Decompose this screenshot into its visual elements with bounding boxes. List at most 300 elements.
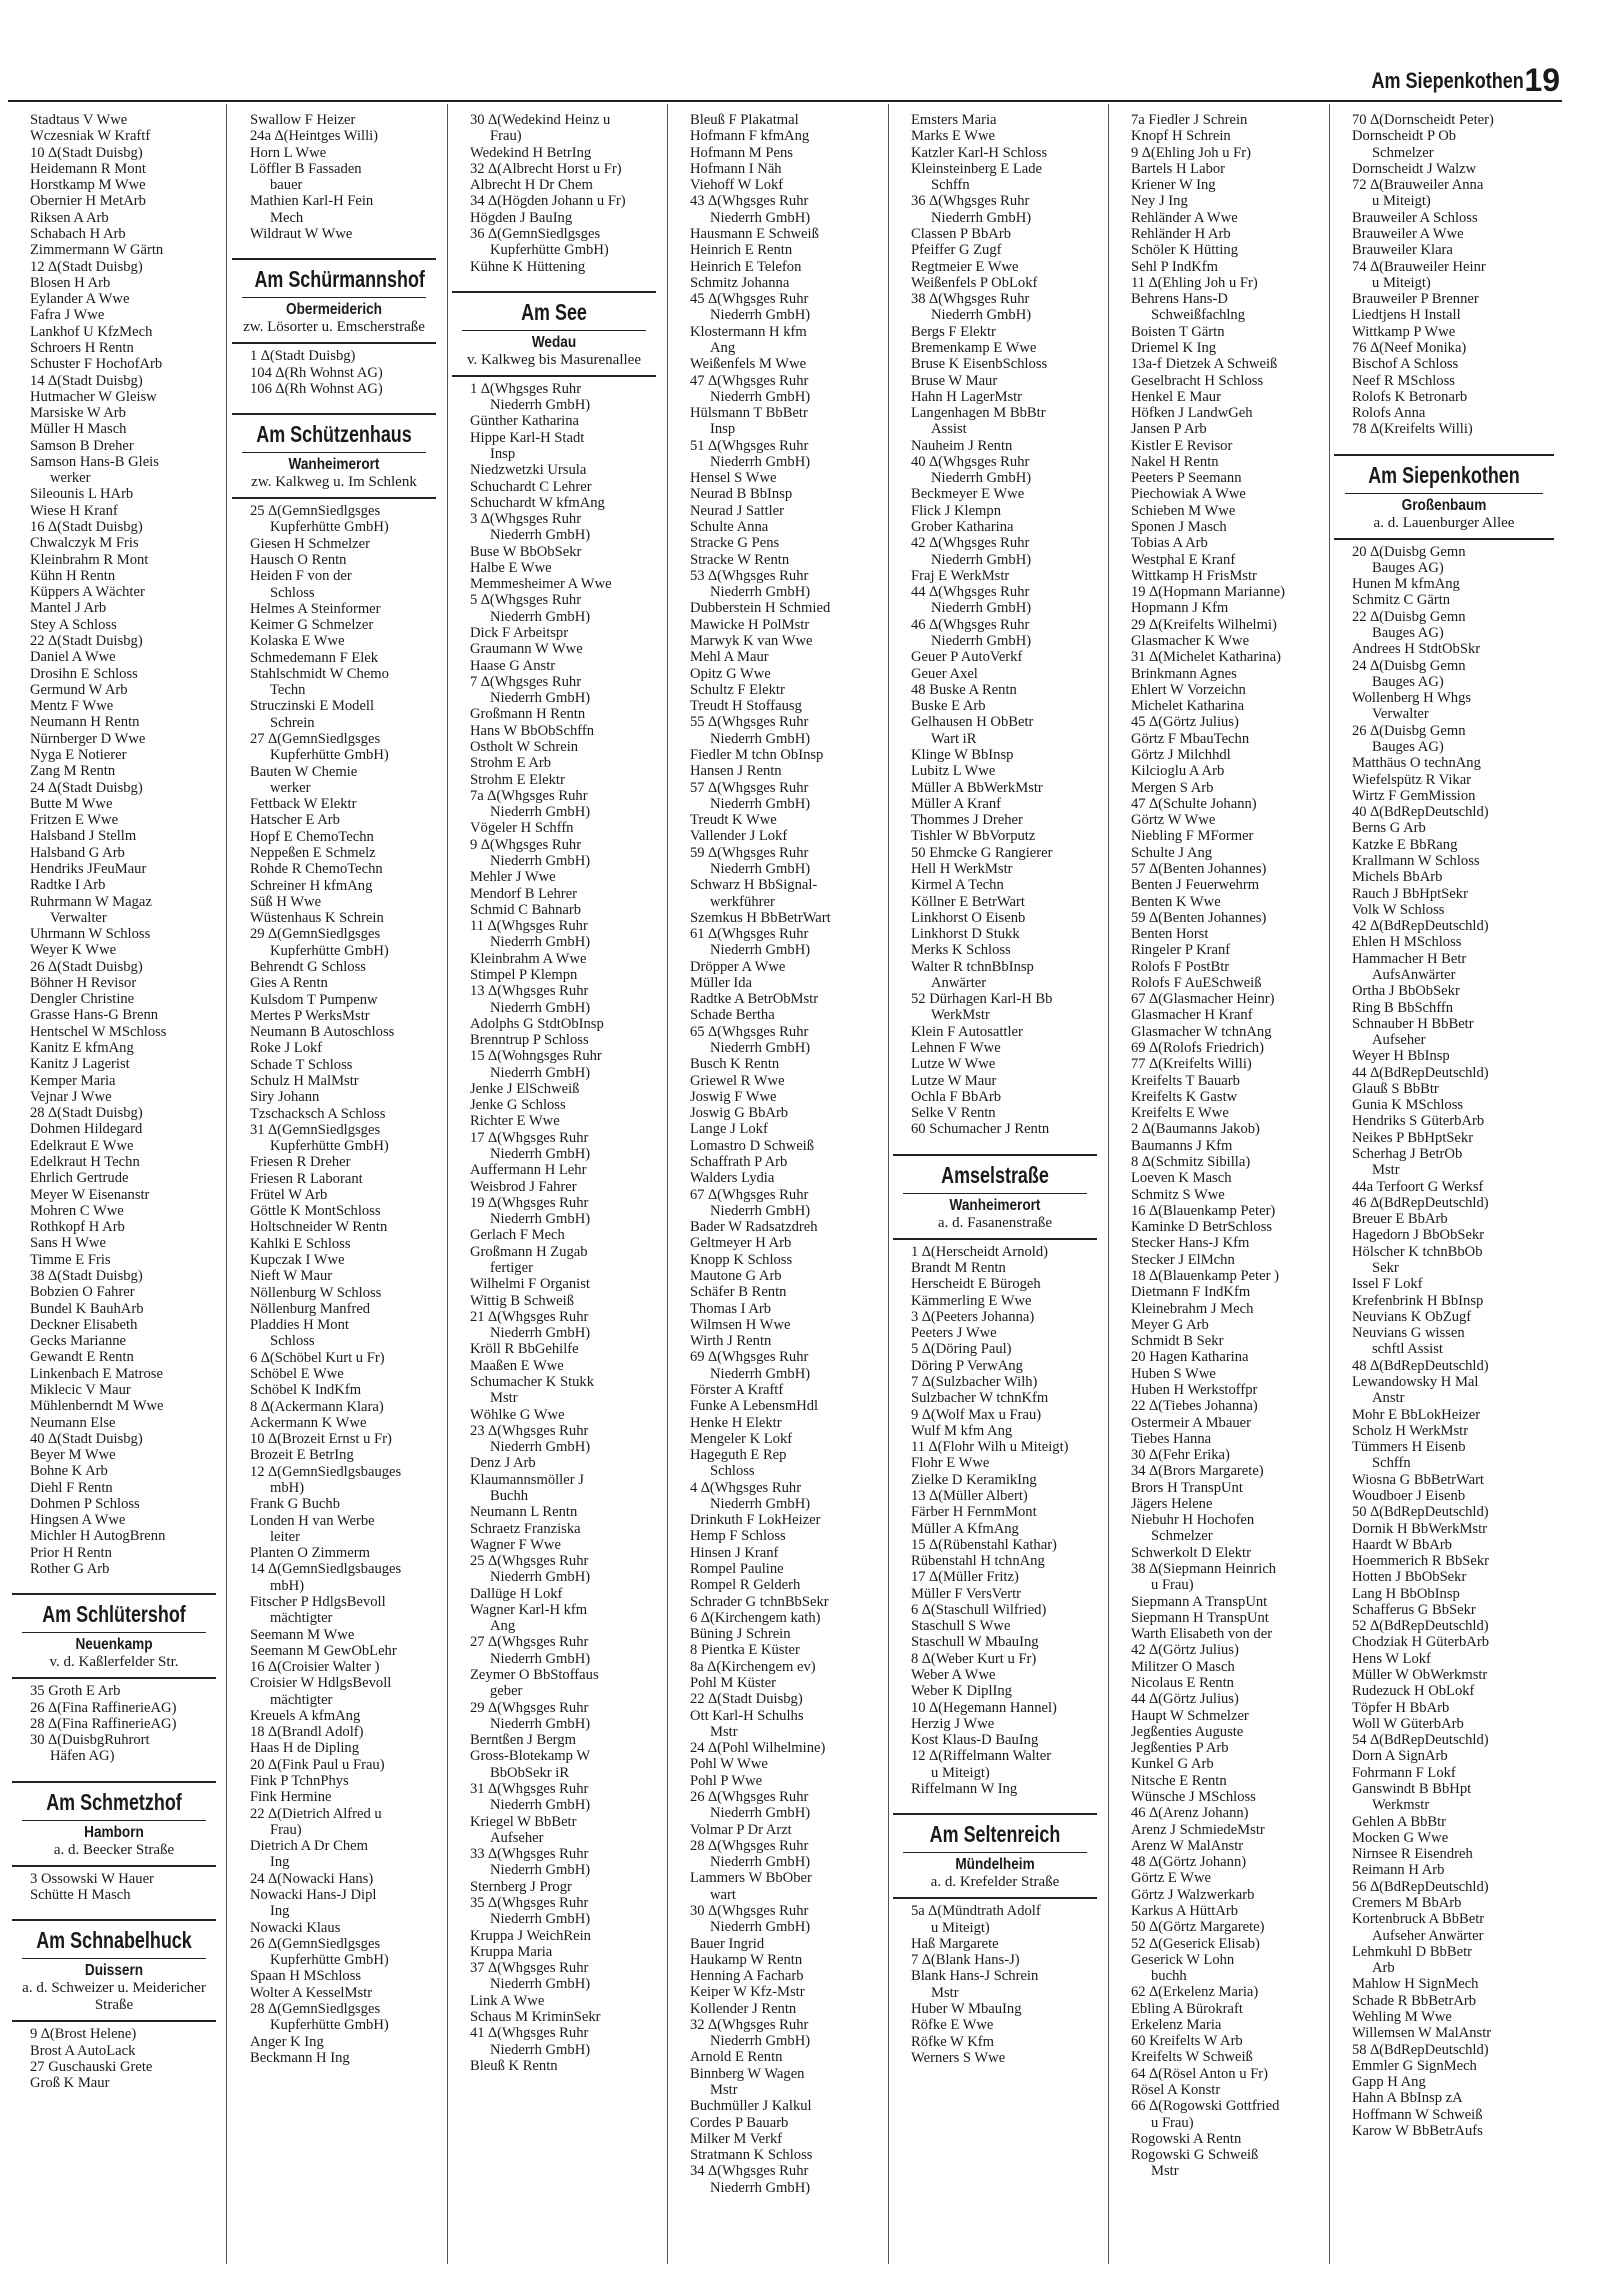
directory-entry: 9 ∆(Brost Helene) <box>30 2026 137 2043</box>
directory-entry: Ostholt W Schrein <box>470 739 579 755</box>
directory-entry: Hofmann F kfmAng <box>690 128 810 145</box>
directory-entry: Keiper W Kfz-Mstr <box>690 1984 805 2001</box>
directory-entry: 5a ∆(Mündtrath Adolf <box>911 1903 1041 1920</box>
directory-entry: 8 ∆(Weber Kurt u Fr) <box>911 1650 1037 1667</box>
directory-entry: Drinkuth F LokHeizer <box>690 1512 821 1529</box>
directory-entry: Schafferus G BbSekr <box>1352 1601 1476 1618</box>
directory-entry: Krefenbrink H BbInsp <box>1352 1292 1484 1309</box>
directory-entry: 22 ∆(Duisbg Gemn <box>1352 608 1466 625</box>
directory-entry: Graumann W Wwe <box>470 641 583 658</box>
directory-entry: Blosen H Arb <box>30 274 111 291</box>
directory-entry: 22 ∆(Dietrich Alfred u <box>250 1805 382 1822</box>
directory-entry: Vallender J Lokf <box>690 828 788 845</box>
directory-entry: 13 ∆(Whgsges Ruhr <box>470 983 589 1000</box>
directory-entry: Huben S Wwe <box>1131 1365 1216 1382</box>
directory-entry: Hausch O Rentn <box>250 551 347 568</box>
directory-entry: Woll W GüterbArb <box>1352 1715 1464 1732</box>
directory-entry: Hutmacher W Gleisw <box>30 388 157 405</box>
directory-entry: Nieft W Maur <box>250 1268 333 1285</box>
directory-entry: Sternberg J Progr <box>470 1878 572 1895</box>
directory-entry: Berns G Arb <box>1352 820 1426 837</box>
directory-entry: 3 ∆(Peeters Johanna) <box>911 1308 1035 1325</box>
district-name: Hamborn <box>84 1823 144 1841</box>
street-section-header <box>893 1813 1097 1899</box>
directory-entry: Ney J Ing <box>1131 193 1188 210</box>
directory-entry: u Miteigt) <box>931 1764 990 1781</box>
directory-entry: Matthäus O technAng <box>1352 755 1481 772</box>
directory-entry: 54 ∆(BdRepDeutschld) <box>1352 1732 1489 1749</box>
directory-entry: Niederrh GmbH) <box>710 795 811 812</box>
directory-entry: Siepmann A TranspUnt <box>1131 1593 1268 1610</box>
directory-entry: Lutze W Maur <box>911 1072 997 1089</box>
directory-entry: Niederrh GmbH) <box>490 1325 591 1342</box>
directory-entry: Dröpper A Wwe <box>690 958 786 975</box>
directory-entry: Insp <box>490 445 516 462</box>
section-rule <box>22 1632 206 1633</box>
directory-entry: Niederrh GmbH) <box>710 860 811 877</box>
directory-entry: Hentschel W MSchloss <box>30 1023 167 1040</box>
directory-entry: 9 ∆(Ehling Joh u Fr) <box>1131 144 1251 161</box>
directory-entry: 5 ∆(Whgsges Ruhr <box>470 592 582 609</box>
directory-entry: Rehländer A Wwe <box>1131 209 1238 226</box>
directory-entry: 67 ∆(Glasmacher Heinr) <box>1131 991 1275 1008</box>
directory-entry: Rogowski G Schweiß <box>1131 2147 1259 2164</box>
directory-entry: 58 ∆(BdRepDeutschld) <box>1352 2041 1489 2058</box>
directory-entry: Niederrh GmbH) <box>931 600 1032 617</box>
section-rule <box>232 342 436 344</box>
street-location: a. d. Schweizer u. Meidericher Straße <box>22 1980 206 2014</box>
directory-entry: Lewandowsky H Mal <box>1352 1373 1479 1390</box>
directory-entry: Niederrh GmbH) <box>490 1569 591 1586</box>
directory-entry: Haase G Anstr <box>470 657 556 674</box>
directory-entry: Neumann L Rentn <box>470 1504 578 1521</box>
directory-entry: Niederrh GmbH) <box>490 2041 591 2058</box>
street-name: Am Schlütershof <box>42 1601 186 1628</box>
directory-entry: Kreifelts E Wwe <box>1131 1105 1229 1122</box>
directory-entry: 30 ∆(Wedekind Heinz u <box>470 112 611 128</box>
directory-entry: 46 ∆(Arenz Johann) <box>1131 1805 1249 1822</box>
directory-entry: Stratmann K Schloss <box>690 2147 813 2164</box>
directory-entry: Dietmann F IndKfm <box>1131 1284 1251 1301</box>
directory-entry: Heinrich E Rentn <box>690 242 793 259</box>
directory-entry: Binnberg W Wagen <box>690 2065 805 2082</box>
directory-entry: Benten Horst <box>1131 926 1209 943</box>
directory-entry: Blank Hans-J Schrein <box>911 1968 1039 1985</box>
directory-entry: Krallmann W Schloss <box>1352 852 1480 869</box>
column-divider <box>1108 104 1109 2264</box>
section-rule <box>12 2020 216 2022</box>
directory-entry: Hensel S Wwe <box>690 470 777 487</box>
directory-entry: Köllner E BetrWart <box>911 893 1025 910</box>
directory-entry: 1 ∆(Herscheidt Arnold) <box>911 1243 1048 1260</box>
section-rule <box>903 1193 1087 1194</box>
directory-entry: Schweißfachlng <box>1151 307 1246 324</box>
directory-entry: Nakel H Rentn <box>1131 453 1219 470</box>
directory-entry: Schaffrath P Arb <box>690 1154 788 1170</box>
directory-entry: Kriener W Ing <box>1131 177 1216 194</box>
directory-entry: Henkel E Maur <box>1131 388 1221 405</box>
directory-entry: Kortenbruck A BbBetr <box>1352 1911 1485 1928</box>
directory-entry: Stimpel P Klempn <box>470 966 578 983</box>
directory-entry: werker <box>270 779 311 796</box>
directory-entry: Klein F Autosattler <box>911 1023 1023 1040</box>
directory-entry: Rauch J BbHptSekr <box>1352 885 1468 902</box>
directory-entry: Färber H FernmMont <box>911 1504 1037 1521</box>
directory-entry: Radtke A BetrObMstr <box>690 991 819 1008</box>
directory-entry: Ehlen H MSchloss <box>1352 934 1462 951</box>
directory-entry: Rothkopf H Arb <box>30 1219 125 1236</box>
directory-entry: Küppers A Wächter <box>30 584 145 601</box>
directory-entry: Londen H van Werbe <box>250 1512 375 1529</box>
directory-entry: Niederrh GmbH) <box>710 2033 811 2050</box>
directory-entry: Niederrh GmbH) <box>490 1715 591 1732</box>
directory-entry: Militzer O Masch <box>1131 1658 1235 1675</box>
directory-entry: Jegßenties P Arb <box>1131 1740 1229 1757</box>
directory-entry: 55 ∆(Whgsges Ruhr <box>690 714 809 731</box>
directory-entry: Schloss <box>270 1333 315 1350</box>
directory-entry: Kirmel A Techn <box>911 877 1004 894</box>
directory-entry: Tishler W BbVorputz <box>911 828 1036 845</box>
directory-entry: 20 ∆(Duisbg Gemn <box>1352 543 1466 560</box>
directory-entry: Kunkel G Arb <box>1131 1756 1214 1773</box>
directory-entry: Westphal E Kranf <box>1131 551 1236 568</box>
directory-entry: Bleuß F Plakatmal <box>690 112 799 128</box>
directory-entry: Fink Hermine <box>250 1789 332 1806</box>
directory-entry: Mohr E BbLokHeizer <box>1352 1406 1481 1423</box>
directory-entry: Techn <box>270 682 306 699</box>
directory-entry: Schloss <box>710 1463 755 1480</box>
section-rule <box>22 1820 206 1821</box>
directory-entry: Niedzwetzki Ursula <box>470 462 587 479</box>
directory-entry: Riffelmann W Ing <box>911 1781 1018 1797</box>
directory-entry: 27 ∆(Whgsges Ruhr <box>470 1634 589 1651</box>
directory-entry: Schabach H Arb <box>30 225 126 242</box>
directory-entry: Opitz G Wwe <box>690 665 771 682</box>
directory-entry: Görtz F MbauTechn <box>1131 730 1250 747</box>
directory-entry: Mehler J Wwe <box>470 869 556 886</box>
directory-entry: 6 ∆(Schöbel Kurt u Fr) <box>250 1349 385 1366</box>
directory-entry: Albrecht H Dr Chem <box>470 177 593 194</box>
directory-entry: Gunia K MSchloss <box>1352 1097 1464 1114</box>
directory-entry: 22 ∆(Stadt Duisbg) <box>30 633 143 649</box>
directory-entry: Marsiske W Arb <box>30 405 126 422</box>
directory-entry: Neumann Else <box>30 1414 116 1431</box>
directory-entry: mächtigter <box>270 1610 333 1627</box>
directory-entry: Hahn H LagerMstr <box>911 388 1023 405</box>
section-rule <box>452 375 656 377</box>
directory-entry: u Miteigt) <box>1372 274 1431 291</box>
directory-entry: Niederrh GmbH) <box>710 1919 811 1936</box>
directory-entry: Schrein <box>270 714 315 731</box>
directory-entry: Wittkamp H FrisMstr <box>1131 567 1257 584</box>
directory-entry: Deckner Elisabeth <box>30 1316 138 1333</box>
directory-entry: Niederrh GmbH) <box>710 942 811 959</box>
directory-entry: Swallow F Heizer <box>250 112 356 128</box>
section-rule <box>22 1958 206 1959</box>
directory-entry: Schütte H Masch <box>30 1887 131 1903</box>
directory-entry: Niederrh GmbH) <box>931 209 1032 226</box>
street-name: Am Siepenkothen <box>1368 461 1520 488</box>
street-name: Am Seltenreich <box>929 1821 1061 1848</box>
directory-entry: Fohrmann F Lokf <box>1352 1764 1456 1781</box>
directory-entry: 7 ∆(Sulzbacher Wilh) <box>911 1373 1038 1390</box>
directory-entry: Michler H AutogBrenn <box>30 1528 166 1545</box>
directory-entry: Ott Karl-H Schulhs <box>690 1707 804 1724</box>
directory-entry: Nürnberger D Wwe <box>30 730 146 747</box>
directory-entry: Dohmen P Schloss <box>30 1495 140 1512</box>
directory-entry: Schroers H Rentn <box>30 339 134 356</box>
directory-entry: Kupferhütte GmbH) <box>270 2017 389 2034</box>
directory-entry: Rübenstahl H tchnAng <box>911 1553 1045 1570</box>
directory-entry: 31 ∆(Whgsges Ruhr <box>470 1781 589 1797</box>
directory-entry: Milker M Verkf <box>690 2130 783 2147</box>
directory-entry: Neurad J Sattler <box>690 502 785 519</box>
directory-entry: Schuster F HochofArb <box>30 356 163 373</box>
directory-entry: Kaminke D BetrSchloss <box>1131 1219 1273 1236</box>
directory-entry: Mergen S Arb <box>1131 779 1214 796</box>
directory-entry: Knopp K Schloss <box>690 1251 793 1268</box>
directory-entry: Hoemmerich R BbSekr <box>1352 1553 1489 1570</box>
directory-entry: Szemkus H BbBetrWart <box>690 909 831 926</box>
directory-entry: Müller H Masch <box>30 421 127 438</box>
directory-entry: Anger K Ing <box>250 2033 324 2050</box>
directory-entry: Kröll R BbGehilfe <box>470 1341 579 1358</box>
directory-entry: Hunen M kfmAng <box>1352 576 1460 593</box>
directory-entry: 14 ∆(GemnSiedlgsbauges <box>250 1561 402 1578</box>
directory-entry: Geuer Axel <box>911 665 978 682</box>
directory-entry: Müller F VersVertr <box>911 1585 1021 1602</box>
directory-entry: Niederrh GmbH) <box>490 1650 591 1667</box>
directory-entry: 5 ∆(Döring Paul) <box>911 1341 1012 1358</box>
directory-entry: Hans W BbObSchffn <box>470 722 595 739</box>
directory-entry: Gehlen A BbBtr <box>1352 1813 1447 1830</box>
street-location: a. d. Lauenburger Allee <box>1373 514 1515 531</box>
directory-entry: 26 ∆(Duisbg Gemn <box>1352 722 1466 739</box>
directory-entry: Stracke G Pens <box>690 535 780 552</box>
directory-entry: Strohm E Arb <box>470 755 552 772</box>
street-section-header <box>452 291 656 377</box>
directory-entry: Treudt H Stoffausg <box>690 698 802 715</box>
directory-entry: Wczesniak W Kraftf <box>30 128 151 145</box>
column-3 <box>450 112 662 2262</box>
directory-entry: 17 ∆(Whgsges Ruhr <box>470 1129 589 1146</box>
directory-entry: Zang M Rentn <box>30 763 116 780</box>
directory-entry: Müller A KfmAng <box>911 1520 1019 1537</box>
directory-entry: 33 ∆(Whgsges Ruhr <box>470 1846 589 1863</box>
directory-entry: Vögeler H Schffn <box>470 820 574 837</box>
directory-entry: Kühne K Hüttening <box>470 258 586 275</box>
directory-entry: Loeven K Masch <box>1131 1170 1232 1187</box>
directory-entry: Memmesheimer A Wwe <box>470 576 612 593</box>
directory-entry: 70 ∆(Dornscheidt Peter) <box>1352 112 1494 128</box>
directory-entry: 38 ∆(Siepmann Heinrich <box>1131 1561 1277 1578</box>
directory-entry: Frau) <box>270 1821 302 1838</box>
directory-entry: 1 ∆(Stadt Duisbg) <box>250 348 356 365</box>
directory-entry: 40 ∆(BdRepDeutschld) <box>1352 804 1489 821</box>
directory-entry: Neppeßen E Schmelz <box>250 845 376 861</box>
directory-entry: Bauten W Chemie <box>250 763 358 780</box>
directory-entry: fertiger <box>490 1260 533 1276</box>
directory-entry: Frank G Buchb <box>250 1496 340 1513</box>
directory-entry: Mstr <box>490 1390 518 1407</box>
directory-entry: Häfen AG) <box>50 1748 115 1765</box>
directory-entry: Flick J Klempn <box>911 502 1001 519</box>
directory-entry: Göttle K MontSchloss <box>250 1203 381 1220</box>
running-street-title: Am Siepenkothen <box>1371 68 1524 93</box>
directory-entry: Görtz E Wwe <box>1131 1870 1211 1887</box>
directory-entry: Hahn A BbInsp zA <box>1352 2090 1463 2107</box>
directory-entry: Bohne K Arb <box>30 1463 108 1480</box>
directory-entry: Hagedorn J BbObSekr <box>1352 1227 1485 1244</box>
directory-entry: Ang <box>710 339 736 356</box>
directory-entry: Obernier H MetArb <box>30 193 146 210</box>
directory-entry: Kleinbrahm A Wwe <box>470 950 587 967</box>
directory-entry: Groß K Maur <box>30 2075 110 2092</box>
directory-entry: Jansen P Arb <box>1131 421 1207 438</box>
directory-entry: Kruppa Maria <box>470 1943 553 1960</box>
directory-entry: Niederrh GmbH) <box>490 397 591 414</box>
section-rule <box>242 297 426 298</box>
directory-entry: 8 Pientka E Küster <box>690 1642 800 1659</box>
directory-entry: 16 ∆(Blauenkamp Peter) <box>1131 1202 1276 1219</box>
directory-entry: Bruse W Maur <box>911 372 998 389</box>
directory-entry: 8 ∆(Ackermann Klara) <box>250 1398 384 1415</box>
directory-entry: 24 ∆(Nowacki Hans) <box>250 1870 374 1887</box>
directory-entry: Merks K Schloss <box>911 942 1011 959</box>
directory-entry: Lomastro D Schweiß <box>690 1137 815 1154</box>
directory-entry: Gecks Marianne <box>30 1333 127 1350</box>
directory-entry: AufsAnwärter <box>1372 966 1456 983</box>
directory-entry: 62 ∆(Erkelenz Maria) <box>1131 1984 1259 2001</box>
directory-entry: Keimer G Schmelzer <box>250 617 374 634</box>
directory-entry: Gies A Rentn <box>250 975 328 992</box>
directory-entry: werkführer <box>710 893 775 910</box>
directory-entry: 30 ∆(Fehr Erika) <box>1131 1447 1230 1464</box>
directory-entry: Wulf M kfm Ang <box>911 1422 1013 1439</box>
directory-entry: Nirnsee R Eisendreh <box>1352 1846 1473 1863</box>
directory-entry: Katzke E BbRang <box>1352 836 1458 853</box>
directory-entry: Schwarz H BbSignal- <box>690 877 818 894</box>
directory-entry: Karkus A HüttArb <box>1131 1902 1239 1919</box>
column-divider <box>447 104 448 2264</box>
district-name: Mündelheim <box>955 1856 1035 1874</box>
directory-entry: Brauweiler Klara <box>1352 242 1453 259</box>
directory-entry: Aufseher <box>490 1829 544 1846</box>
directory-entry: Hammacher H Betr <box>1352 950 1467 967</box>
directory-entry: 27 Guschauski Grete <box>30 2058 153 2075</box>
directory-entry: Brauweiler A Schloss <box>1352 209 1478 226</box>
directory-entry: Giesen H Schmelzer <box>250 535 370 552</box>
directory-entry: Wilhelmi F Organist <box>470 1276 590 1293</box>
directory-entry: Horstkamp M Wwe <box>30 177 146 194</box>
directory-entry: werker <box>50 470 91 487</box>
directory-entry: Halsband G Arb <box>30 844 125 861</box>
directory-entry: 64 ∆(Rösel Anton u Fr) <box>1131 2065 1269 2082</box>
directory-entry: Schultz F Elektr <box>690 681 785 698</box>
directory-entry: Höfken J LandwGeh <box>1131 405 1253 422</box>
directory-entry: Wirtz F GemMission <box>1352 787 1476 804</box>
header-rule <box>8 100 1562 102</box>
directory-entry: 26 ∆(Stadt Duisbg) <box>30 958 143 975</box>
directory-entry: Wehling M Wwe <box>1352 2008 1452 2025</box>
directory-entry: 41 ∆(Whgsges Ruhr <box>470 2025 589 2042</box>
directory-entry: Hendriks JFeuMaur <box>30 860 147 877</box>
directory-entry: Langenhagen M BbBtr <box>911 405 1046 422</box>
directory-entry: Niederrh GmbH) <box>490 852 591 869</box>
directory-entry: 14 ∆(Stadt Duisbg) <box>30 372 143 389</box>
directory-entry: 11 ∆(Ehling Joh u Fr) <box>1131 274 1258 291</box>
directory-entry: Sileounis L HArb <box>30 486 134 503</box>
directory-entry: Kreifelts T Bauarb <box>1131 1072 1240 1089</box>
directory-entry: Ruhrmann W Magaz <box>30 893 152 910</box>
directory-entry: Prior H Rentn <box>30 1544 112 1561</box>
directory-entry: Knopf H Schrein <box>1131 128 1231 145</box>
directory-entry: Katzler Karl-H Schloss <box>911 144 1048 161</box>
directory-entry: Böhner H Revisor <box>30 974 137 991</box>
directory-entry: Großmann H Rentn <box>470 706 586 723</box>
directory-entry: Niederrh GmbH) <box>490 1797 591 1814</box>
directory-entry: Hinsen J Kranf <box>690 1544 779 1561</box>
directory-entry: Wolter A KesselMstr <box>250 1984 373 2001</box>
directory-entry: Wedekind H BetrIng <box>470 144 592 161</box>
directory-entry: 3 Ossowski W Hauer <box>30 1870 154 1887</box>
directory-entry: Schulte Anna <box>690 519 769 536</box>
section-rule <box>12 1865 216 1867</box>
column-1 <box>10 112 222 2262</box>
directory-entry: Marks E Wwe <box>911 128 996 145</box>
directory-entry: Willemsen W MalAnstr <box>1352 2025 1492 2042</box>
directory-entry: Niederrh GmbH) <box>931 551 1032 568</box>
street-location: a. d. Beecker Straße <box>53 1841 175 1858</box>
directory-entry: Lankhof U KfzMech <box>30 323 153 340</box>
directory-entry: 30 ∆(Whgsges Ruhr <box>690 1902 809 1919</box>
directory-entry: 30 ∆(DuisbgRuhrort <box>30 1732 150 1749</box>
directory-entry: Neumann H Rentn <box>30 714 140 731</box>
directory-entry: 13a-f Dietzek A Schweiß <box>1131 356 1278 373</box>
directory-entry: Marwyk K van Wwe <box>690 633 813 649</box>
directory-entry: Weber A Wwe <box>911 1667 996 1684</box>
directory-entry: Rompel R Gelderh <box>690 1577 801 1594</box>
directory-entry: 10 ∆(Brozeit Ernst u Fr) <box>250 1431 392 1448</box>
directory-entry: Regtmeier E Wwe <box>911 258 1019 275</box>
directory-entry: Staschull W MbauIng <box>911 1634 1039 1651</box>
directory-entry: 50 ∆(Görtz Margarete) <box>1131 1919 1265 1936</box>
directory-entry: Rolofs Anna <box>1352 405 1426 422</box>
directory-entry: Büning J Schrein <box>690 1626 791 1643</box>
directory-entry: Niederrh GmbH) <box>710 209 811 226</box>
directory-entry: mbH) <box>270 1577 305 1594</box>
directory-entry: Niederrh GmbH) <box>490 1911 591 1928</box>
directory-entry: 31 ∆(Michelet Katharina) <box>1131 649 1281 666</box>
directory-entry: Mautone G Arb <box>690 1267 782 1284</box>
directory-entry: 16 ∆(Croisier Walter ) <box>250 1659 380 1676</box>
directory-entry: Görtz J Walzwerkarb <box>1131 1886 1255 1903</box>
directory-entry: Mehl A Maur <box>690 649 769 666</box>
directory-entry: 12 ∆(GemnSiedlgsbauges <box>250 1463 402 1480</box>
directory-entry: Niederrh GmbH) <box>710 1805 811 1822</box>
directory-entry: Lehmkuhl D BbBetr <box>1352 1943 1472 1960</box>
directory-entry: Wüstenhaus K Schrein <box>250 910 384 927</box>
column-7 <box>1332 112 1560 2262</box>
directory-entry: Mstr <box>931 1984 959 2001</box>
directory-entry: Niederrh GmbH) <box>490 934 591 951</box>
directory-entry: Niederrh GmbH) <box>931 470 1032 487</box>
directory-entry: Jenke J ElSchweiß <box>470 1080 580 1097</box>
directory-entry: Croisier W HdlgsBevoll <box>250 1675 392 1692</box>
directory-entry: 12 ∆(Stadt Duisbg) <box>30 258 143 275</box>
directory-entry: 17 ∆(Müller Fritz) <box>911 1569 1019 1586</box>
directory-entry: Beyer M Wwe <box>30 1447 116 1464</box>
